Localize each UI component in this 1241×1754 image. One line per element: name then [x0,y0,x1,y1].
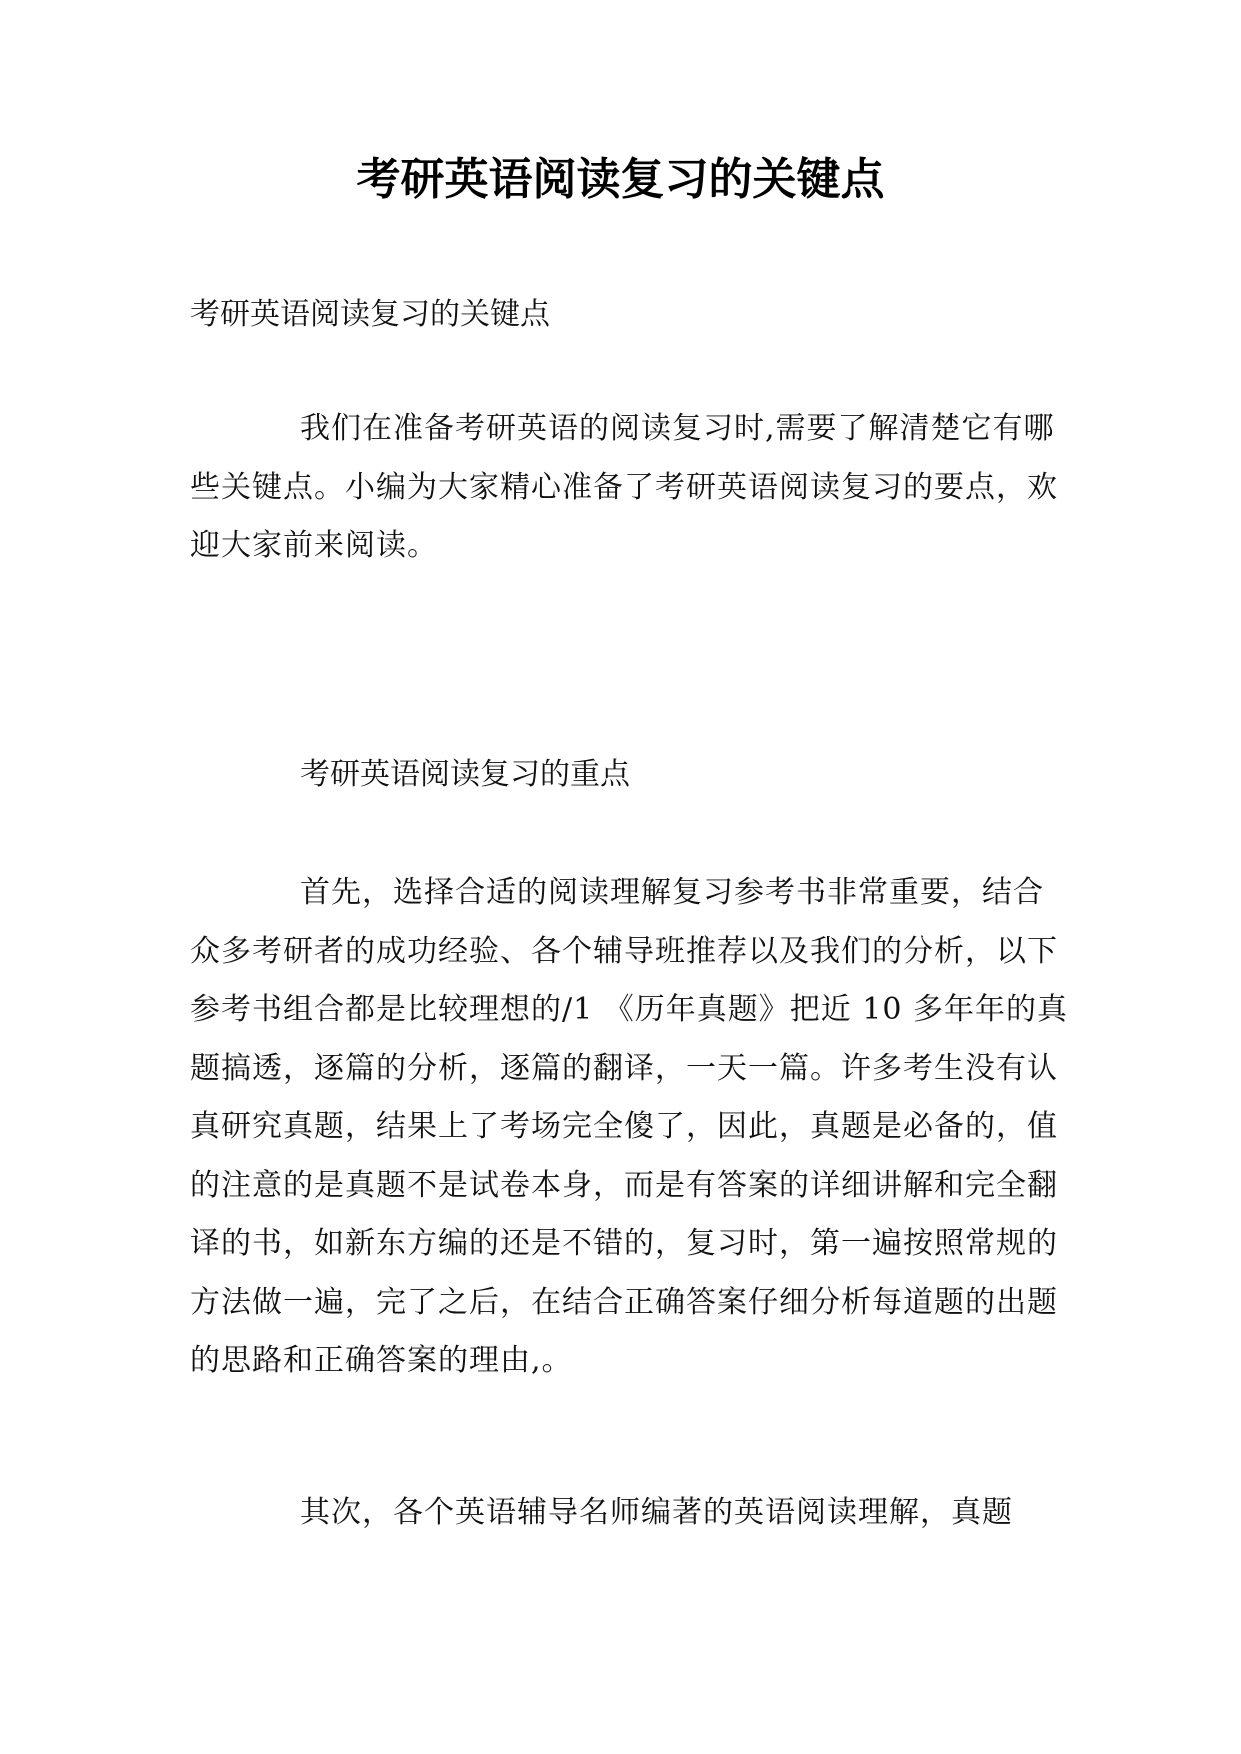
body-paragraph-1: 首先，选择合适的阅读理解复习参考书非常重要，结合众多考研者的成功经验、各个辅导班推荐以及我们的分析，以下参考书组合都是比较理想的/1 《历年真题》把近 10 多年年的真题搞透，逐篇的分析，逐篇的翻译，一天一篇。许多考生没有认真研究真题，结果上了考场完全傻了，因此，真题是必备的，值的注意的是真题不是试卷本身，而是有答案的详细讲解和完全翻译的书，如新东方编的还是不错的，复习时，第一遍按照常规的方法做一遍，完了之后，在结合正确答案仔细分析每道题的出题的思路和正确答案的理由,。 [190,875,1068,1378]
document-subtitle: 考研英语阅读复习的关键点 [190,297,550,332]
document-title: 考研英语阅读复习的关键点 [356,154,885,205]
intro-paragraph: 我们在准备考研英语的阅读复习时,需要了解清楚它有哪些关键点。小编为大家精心准备了考研英语阅读复习的要点，欢迎大家前来阅读。 [190,411,1058,563]
section-heading: 考研英语阅读复习的重点 [300,757,630,792]
body-paragraph-2: 其次，各个英语辅导名师编著的英语阅读理解，真题 [300,1495,1013,1530]
